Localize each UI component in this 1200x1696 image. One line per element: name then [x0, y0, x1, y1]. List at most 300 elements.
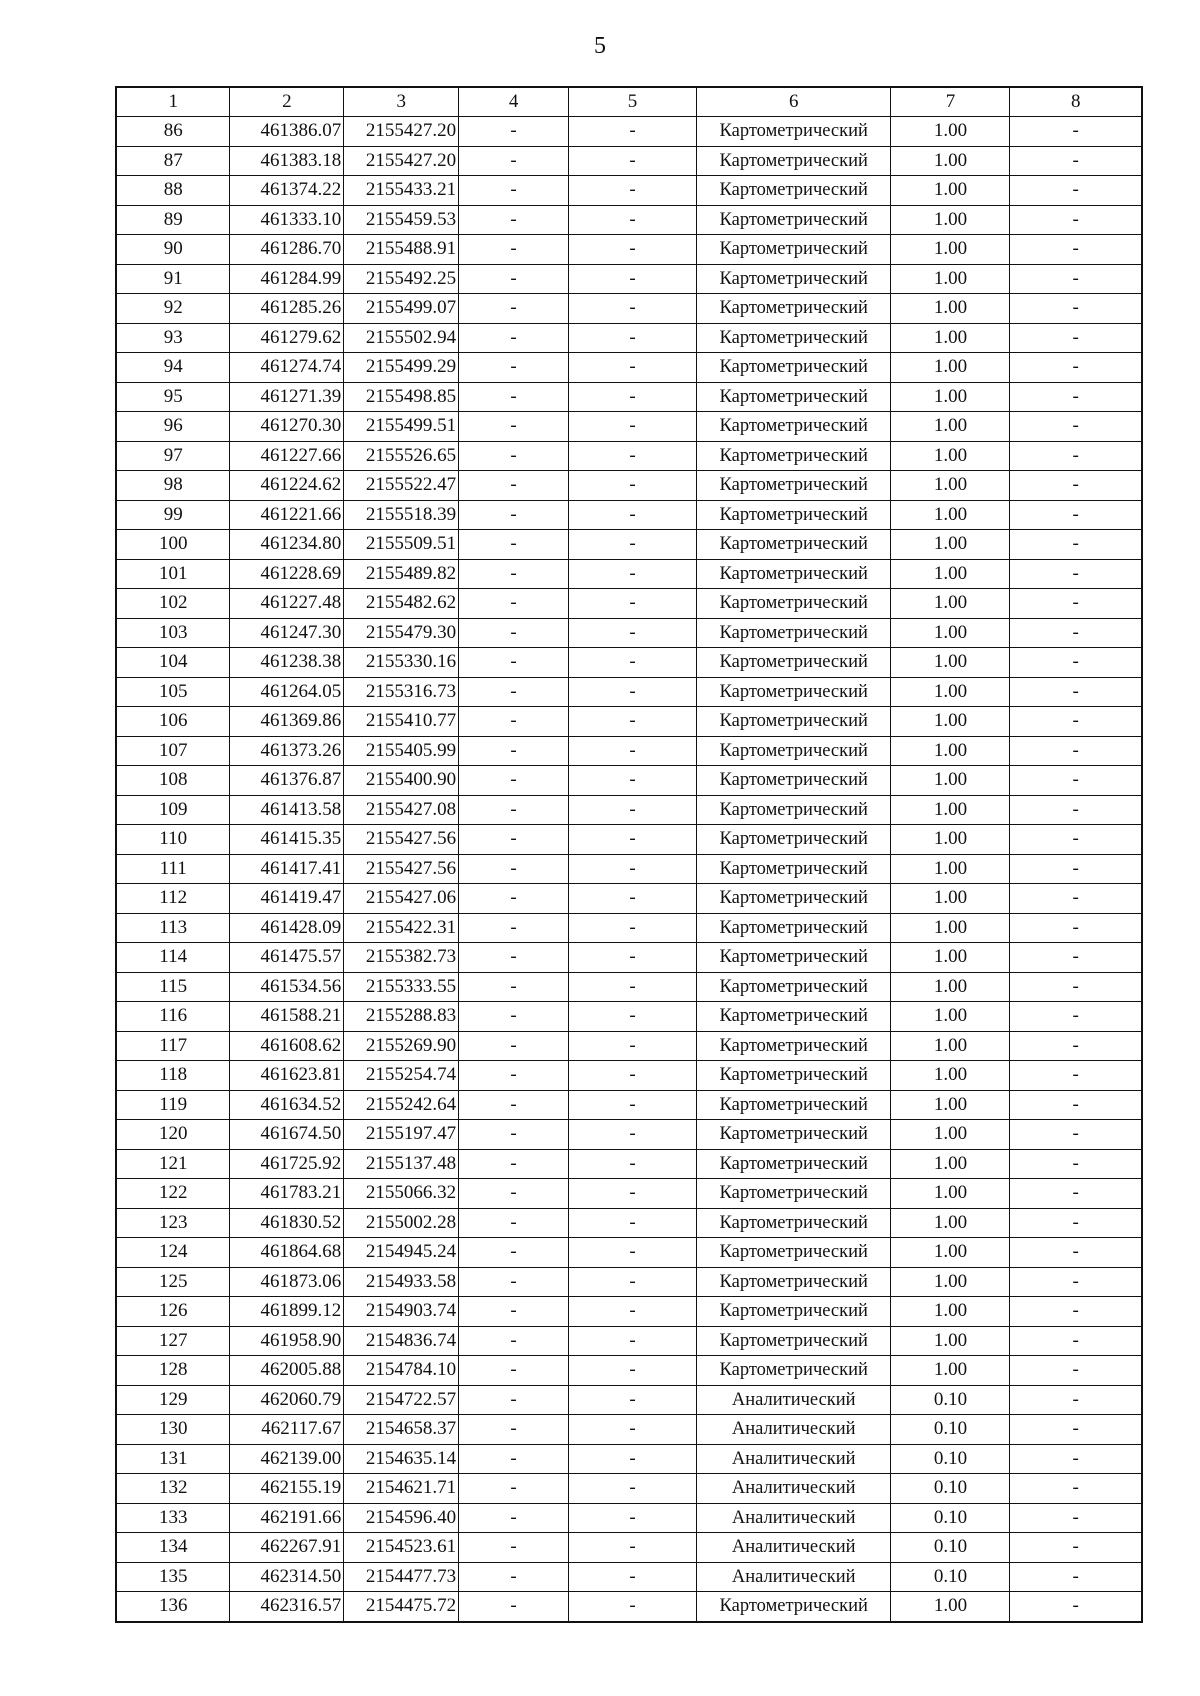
x-coordinate-cell: 461286.70 — [230, 235, 344, 265]
column-4-cell: - — [459, 146, 569, 176]
point-number-cell: 103 — [116, 618, 230, 648]
accuracy-cell: 1.00 — [891, 264, 1010, 294]
column-8-cell: - — [1010, 1385, 1142, 1415]
table-row — [116, 1533, 1142, 1563]
column-5-cell: - — [568, 294, 696, 324]
column-5-cell: - — [568, 648, 696, 678]
column-5-cell: - — [568, 1592, 696, 1622]
x-coordinate-cell: 461270.30 — [230, 412, 344, 442]
column-5-cell: - — [568, 1385, 696, 1415]
point-number-cell: 98 — [116, 471, 230, 501]
table-row — [116, 766, 1142, 796]
table-row — [116, 500, 1142, 530]
y-coordinate-cell: 2154836.74 — [344, 1326, 459, 1356]
column-5-cell: - — [568, 1120, 696, 1150]
column-4-cell: - — [459, 795, 569, 825]
accuracy-cell: 0.10 — [891, 1415, 1010, 1445]
y-coordinate-cell: 2154658.37 — [344, 1415, 459, 1445]
y-coordinate-cell: 2155002.28 — [344, 1208, 459, 1238]
table-row — [116, 1503, 1142, 1533]
column-5-cell: - — [568, 1090, 696, 1120]
y-coordinate-cell: 2155499.07 — [344, 294, 459, 324]
column-8-cell: - — [1010, 677, 1142, 707]
column-8-cell: - — [1010, 176, 1142, 206]
column-4-cell: - — [459, 707, 569, 737]
method-cell: Картометрический — [696, 943, 891, 973]
column-8-cell: - — [1010, 1444, 1142, 1474]
x-coordinate-cell: 461873.06 — [230, 1267, 344, 1297]
table-row — [116, 559, 1142, 589]
column-8-cell: - — [1010, 1090, 1142, 1120]
accuracy-cell: 1.00 — [891, 648, 1010, 678]
column-8-cell: - — [1010, 235, 1142, 265]
accuracy-cell: 1.00 — [891, 677, 1010, 707]
table-row — [116, 589, 1142, 619]
method-cell: Картометрический — [696, 412, 891, 442]
y-coordinate-cell: 2155499.29 — [344, 353, 459, 383]
column-8-cell: - — [1010, 1238, 1142, 1268]
column-4-cell: - — [459, 1208, 569, 1238]
x-coordinate-cell: 461376.87 — [230, 766, 344, 796]
table-row — [116, 972, 1142, 1002]
accuracy-cell: 1.00 — [891, 943, 1010, 973]
column-4-cell: - — [459, 1385, 569, 1415]
y-coordinate-cell: 2154635.14 — [344, 1444, 459, 1474]
point-number-cell: 101 — [116, 559, 230, 589]
column-8-cell: - — [1010, 1415, 1142, 1445]
method-cell: Картометрический — [696, 589, 891, 619]
y-coordinate-cell: 2154933.58 — [344, 1267, 459, 1297]
method-cell: Картометрический — [696, 1002, 891, 1032]
method-cell: Картометрический — [696, 530, 891, 560]
accuracy-cell: 1.00 — [891, 618, 1010, 648]
column-8-cell: - — [1010, 618, 1142, 648]
column-header: 1 — [116, 87, 230, 117]
point-number-cell: 92 — [116, 294, 230, 324]
x-coordinate-cell: 461428.09 — [230, 913, 344, 943]
point-number-cell: 130 — [116, 1415, 230, 1445]
column-5-cell: - — [568, 1356, 696, 1386]
table-row — [116, 1061, 1142, 1091]
table-row — [116, 1415, 1142, 1445]
column-8-cell: - — [1010, 648, 1142, 678]
column-8-cell: - — [1010, 1061, 1142, 1091]
accuracy-cell: 1.00 — [891, 707, 1010, 737]
column-5-cell: - — [568, 205, 696, 235]
method-cell: Картометрический — [696, 176, 891, 206]
x-coordinate-cell: 461247.30 — [230, 618, 344, 648]
column-4-cell: - — [459, 412, 569, 442]
column-4-cell: - — [459, 1031, 569, 1061]
column-8-cell: - — [1010, 382, 1142, 412]
point-number-cell: 90 — [116, 235, 230, 265]
accuracy-cell: 1.00 — [891, 1238, 1010, 1268]
point-number-cell: 104 — [116, 648, 230, 678]
column-4-cell: - — [459, 471, 569, 501]
accuracy-cell: 1.00 — [891, 1179, 1010, 1209]
point-number-cell: 95 — [116, 382, 230, 412]
column-4-cell: - — [459, 884, 569, 914]
x-coordinate-cell: 462060.79 — [230, 1385, 344, 1415]
x-coordinate-cell: 461271.39 — [230, 382, 344, 412]
column-4-cell: - — [459, 1326, 569, 1356]
x-coordinate-cell: 462191.66 — [230, 1503, 344, 1533]
column-4-cell: - — [459, 1090, 569, 1120]
x-coordinate-cell: 461864.68 — [230, 1238, 344, 1268]
method-cell: Картометрический — [696, 795, 891, 825]
x-coordinate-cell: 462005.88 — [230, 1356, 344, 1386]
table-row — [116, 1179, 1142, 1209]
point-number-cell: 112 — [116, 884, 230, 914]
table-row — [116, 412, 1142, 442]
point-number-cell: 129 — [116, 1385, 230, 1415]
point-number-cell: 133 — [116, 1503, 230, 1533]
column-5-cell: - — [568, 500, 696, 530]
point-number-cell: 120 — [116, 1120, 230, 1150]
method-cell: Картометрический — [696, 471, 891, 501]
x-coordinate-cell: 461634.52 — [230, 1090, 344, 1120]
accuracy-cell: 1.00 — [891, 1061, 1010, 1091]
table-row — [116, 1002, 1142, 1032]
method-cell: Картометрический — [696, 559, 891, 589]
y-coordinate-cell: 2155427.20 — [344, 146, 459, 176]
table-row — [116, 677, 1142, 707]
y-coordinate-cell: 2155330.16 — [344, 648, 459, 678]
table-row — [116, 854, 1142, 884]
point-number-cell: 93 — [116, 323, 230, 353]
column-5-cell: - — [568, 382, 696, 412]
accuracy-cell: 1.00 — [891, 972, 1010, 1002]
column-5-cell: - — [568, 1149, 696, 1179]
point-number-cell: 115 — [116, 972, 230, 1002]
accuracy-cell: 1.00 — [891, 736, 1010, 766]
accuracy-cell: 1.00 — [891, 1002, 1010, 1032]
x-coordinate-cell: 462139.00 — [230, 1444, 344, 1474]
y-coordinate-cell: 2155522.47 — [344, 471, 459, 501]
column-header: 6 — [696, 87, 891, 117]
table-row — [116, 471, 1142, 501]
table-row — [116, 353, 1142, 383]
column-4-cell: - — [459, 205, 569, 235]
column-5-cell: - — [568, 1238, 696, 1268]
x-coordinate-cell: 461415.35 — [230, 825, 344, 855]
point-number-cell: 119 — [116, 1090, 230, 1120]
column-8-cell: - — [1010, 1533, 1142, 1563]
table-row — [116, 530, 1142, 560]
method-cell: Картометрический — [696, 913, 891, 943]
point-number-cell: 127 — [116, 1326, 230, 1356]
accuracy-cell: 1.00 — [891, 412, 1010, 442]
method-cell: Картометрический — [696, 1031, 891, 1061]
x-coordinate-cell: 461417.41 — [230, 854, 344, 884]
y-coordinate-cell: 2155492.25 — [344, 264, 459, 294]
column-8-cell: - — [1010, 205, 1142, 235]
column-8-cell: - — [1010, 1267, 1142, 1297]
column-5-cell: - — [568, 1267, 696, 1297]
y-coordinate-cell: 2155489.82 — [344, 559, 459, 589]
accuracy-cell: 1.00 — [891, 235, 1010, 265]
column-4-cell: - — [459, 382, 569, 412]
column-5-cell: - — [568, 1179, 696, 1209]
column-5-cell: - — [568, 1415, 696, 1445]
column-4-cell: - — [459, 589, 569, 619]
point-number-cell: 123 — [116, 1208, 230, 1238]
column-5-cell: - — [568, 766, 696, 796]
table-row — [116, 1592, 1142, 1622]
table-row — [116, 205, 1142, 235]
point-number-cell: 100 — [116, 530, 230, 560]
column-5-cell: - — [568, 1326, 696, 1356]
column-5-cell: - — [568, 117, 696, 147]
x-coordinate-cell: 462314.50 — [230, 1562, 344, 1592]
column-5-cell: - — [568, 1061, 696, 1091]
y-coordinate-cell: 2155382.73 — [344, 943, 459, 973]
method-cell: Картометрический — [696, 264, 891, 294]
x-coordinate-cell: 461228.69 — [230, 559, 344, 589]
column-header: 3 — [344, 87, 459, 117]
x-coordinate-cell: 462117.67 — [230, 1415, 344, 1445]
column-4-cell: - — [459, 441, 569, 471]
column-8-cell: - — [1010, 1326, 1142, 1356]
accuracy-cell: 1.00 — [891, 1208, 1010, 1238]
method-cell: Картометрический — [696, 648, 891, 678]
column-4-cell: - — [459, 677, 569, 707]
column-5-cell: - — [568, 1562, 696, 1592]
point-number-cell: 89 — [116, 205, 230, 235]
x-coordinate-cell: 461227.66 — [230, 441, 344, 471]
method-cell: Аналитический — [696, 1562, 891, 1592]
method-cell: Картометрический — [696, 1356, 891, 1386]
column-8-cell: - — [1010, 913, 1142, 943]
column-8-cell: - — [1010, 1562, 1142, 1592]
column-8-cell: - — [1010, 353, 1142, 383]
column-4-cell: - — [459, 1149, 569, 1179]
accuracy-cell: 1.00 — [891, 1090, 1010, 1120]
point-number-cell: 87 — [116, 146, 230, 176]
table-row — [116, 1120, 1142, 1150]
y-coordinate-cell: 2155502.94 — [344, 323, 459, 353]
y-coordinate-cell: 2155499.51 — [344, 412, 459, 442]
table-row — [116, 913, 1142, 943]
column-8-cell: - — [1010, 1356, 1142, 1386]
point-number-cell: 88 — [116, 176, 230, 206]
column-5-cell: - — [568, 264, 696, 294]
column-4-cell: - — [459, 825, 569, 855]
point-number-cell: 109 — [116, 795, 230, 825]
column-5-cell: - — [568, 471, 696, 501]
column-8-cell: - — [1010, 117, 1142, 147]
method-cell: Картометрический — [696, 972, 891, 1002]
table-row — [116, 264, 1142, 294]
point-number-cell: 128 — [116, 1356, 230, 1386]
x-coordinate-cell: 461227.48 — [230, 589, 344, 619]
point-number-cell: 113 — [116, 913, 230, 943]
point-number-cell: 114 — [116, 943, 230, 973]
point-number-cell: 118 — [116, 1061, 230, 1091]
y-coordinate-cell: 2155316.73 — [344, 677, 459, 707]
column-8-cell: - — [1010, 766, 1142, 796]
column-4-cell: - — [459, 1297, 569, 1327]
column-4-cell: - — [459, 1061, 569, 1091]
x-coordinate-cell: 461899.12 — [230, 1297, 344, 1327]
accuracy-cell: 1.00 — [891, 766, 1010, 796]
x-coordinate-cell: 461386.07 — [230, 117, 344, 147]
point-number-cell: 121 — [116, 1149, 230, 1179]
y-coordinate-cell: 2155427.06 — [344, 884, 459, 914]
column-8-cell: - — [1010, 294, 1142, 324]
column-8-cell: - — [1010, 736, 1142, 766]
table-row — [116, 1385, 1142, 1415]
method-cell: Картометрический — [696, 117, 891, 147]
method-cell: Аналитический — [696, 1385, 891, 1415]
y-coordinate-cell: 2155482.62 — [344, 589, 459, 619]
column-8-cell: - — [1010, 1031, 1142, 1061]
column-5-cell: - — [568, 1031, 696, 1061]
column-5-cell: - — [568, 825, 696, 855]
column-4-cell: - — [459, 353, 569, 383]
point-number-cell: 122 — [116, 1179, 230, 1209]
accuracy-cell: 0.10 — [891, 1444, 1010, 1474]
column-5-cell: - — [568, 677, 696, 707]
method-cell: Картометрический — [696, 618, 891, 648]
table-row — [116, 1090, 1142, 1120]
y-coordinate-cell: 2155400.90 — [344, 766, 459, 796]
method-cell: Картометрический — [696, 884, 891, 914]
x-coordinate-cell: 461274.74 — [230, 353, 344, 383]
column-header: 2 — [230, 87, 344, 117]
point-number-cell: 91 — [116, 264, 230, 294]
accuracy-cell: 1.00 — [891, 441, 1010, 471]
x-coordinate-cell: 462267.91 — [230, 1533, 344, 1563]
method-cell: Аналитический — [696, 1533, 891, 1563]
method-cell: Картометрический — [696, 766, 891, 796]
accuracy-cell: 1.00 — [891, 146, 1010, 176]
x-coordinate-cell: 461608.62 — [230, 1031, 344, 1061]
accuracy-cell: 1.00 — [891, 382, 1010, 412]
table-row — [116, 1031, 1142, 1061]
column-5-cell: - — [568, 559, 696, 589]
y-coordinate-cell: 2155498.85 — [344, 382, 459, 412]
method-cell: Картометрический — [696, 1090, 891, 1120]
column-8-cell: - — [1010, 146, 1142, 176]
column-8-cell: - — [1010, 1179, 1142, 1209]
column-8-cell: - — [1010, 707, 1142, 737]
accuracy-cell: 1.00 — [891, 884, 1010, 914]
method-cell: Картометрический — [696, 382, 891, 412]
table-row — [116, 736, 1142, 766]
accuracy-cell: 1.00 — [891, 1149, 1010, 1179]
y-coordinate-cell: 2155433.21 — [344, 176, 459, 206]
x-coordinate-cell: 461623.81 — [230, 1061, 344, 1091]
column-4-cell: - — [459, 1444, 569, 1474]
method-cell: Картометрический — [696, 205, 891, 235]
x-coordinate-cell: 461279.62 — [230, 323, 344, 353]
column-4-cell: - — [459, 530, 569, 560]
table-row — [116, 1208, 1142, 1238]
column-5-cell: - — [568, 707, 696, 737]
y-coordinate-cell: 2155254.74 — [344, 1061, 459, 1091]
x-coordinate-cell: 461413.58 — [230, 795, 344, 825]
method-cell: Картометрический — [696, 441, 891, 471]
accuracy-cell: 1.00 — [891, 1031, 1010, 1061]
x-coordinate-cell: 461725.92 — [230, 1149, 344, 1179]
y-coordinate-cell: 2155427.20 — [344, 117, 459, 147]
table-row — [116, 294, 1142, 324]
y-coordinate-cell: 2155459.53 — [344, 205, 459, 235]
column-5-cell: - — [568, 943, 696, 973]
y-coordinate-cell: 2154621.71 — [344, 1474, 459, 1504]
column-4-cell: - — [459, 854, 569, 884]
x-coordinate-cell: 461958.90 — [230, 1326, 344, 1356]
x-coordinate-cell: 462316.57 — [230, 1592, 344, 1622]
point-number-cell: 102 — [116, 589, 230, 619]
accuracy-cell: 1.00 — [891, 1356, 1010, 1386]
column-8-cell: - — [1010, 589, 1142, 619]
point-number-cell: 116 — [116, 1002, 230, 1032]
point-number-cell: 97 — [116, 441, 230, 471]
column-4-cell: - — [459, 559, 569, 589]
column-8-cell: - — [1010, 795, 1142, 825]
x-coordinate-cell: 461383.18 — [230, 146, 344, 176]
y-coordinate-cell: 2154784.10 — [344, 1356, 459, 1386]
column-5-cell: - — [568, 972, 696, 1002]
x-coordinate-cell: 461783.21 — [230, 1179, 344, 1209]
page-number: 5 — [594, 33, 606, 59]
x-coordinate-cell: 461374.22 — [230, 176, 344, 206]
column-8-cell: - — [1010, 972, 1142, 1002]
table-row — [116, 825, 1142, 855]
point-number-cell: 107 — [116, 736, 230, 766]
accuracy-cell: 1.00 — [891, 176, 1010, 206]
point-number-cell: 117 — [116, 1031, 230, 1061]
method-cell: Картометрический — [696, 677, 891, 707]
column-4-cell: - — [459, 972, 569, 1002]
point-number-cell: 134 — [116, 1533, 230, 1563]
method-cell: Картометрический — [696, 1149, 891, 1179]
column-5-cell: - — [568, 854, 696, 884]
column-4-cell: - — [459, 264, 569, 294]
point-number-cell: 106 — [116, 707, 230, 737]
column-4-cell: - — [459, 766, 569, 796]
column-8-cell: - — [1010, 943, 1142, 973]
column-5-cell: - — [568, 235, 696, 265]
column-8-cell: - — [1010, 264, 1142, 294]
accuracy-cell: 1.00 — [891, 294, 1010, 324]
accuracy-cell: 0.10 — [891, 1503, 1010, 1533]
accuracy-cell: 0.10 — [891, 1474, 1010, 1504]
y-coordinate-cell: 2155526.65 — [344, 441, 459, 471]
accuracy-cell: 1.00 — [891, 825, 1010, 855]
column-4-cell: - — [459, 1415, 569, 1445]
column-5-cell: - — [568, 1297, 696, 1327]
table-row — [116, 1326, 1142, 1356]
table-row — [116, 117, 1142, 147]
y-coordinate-cell: 2154523.61 — [344, 1533, 459, 1563]
x-coordinate-cell: 461264.05 — [230, 677, 344, 707]
accuracy-cell: 0.10 — [891, 1533, 1010, 1563]
x-coordinate-cell: 461333.10 — [230, 205, 344, 235]
method-cell: Картометрический — [696, 736, 891, 766]
method-cell: Картометрический — [696, 825, 891, 855]
column-8-cell: - — [1010, 471, 1142, 501]
accuracy-cell: 1.00 — [891, 205, 1010, 235]
column-8-cell: - — [1010, 1297, 1142, 1327]
column-5-cell: - — [568, 441, 696, 471]
column-4-cell: - — [459, 1503, 569, 1533]
column-4-cell: - — [459, 1356, 569, 1386]
accuracy-cell: 1.00 — [891, 323, 1010, 353]
column-5-cell: - — [568, 146, 696, 176]
